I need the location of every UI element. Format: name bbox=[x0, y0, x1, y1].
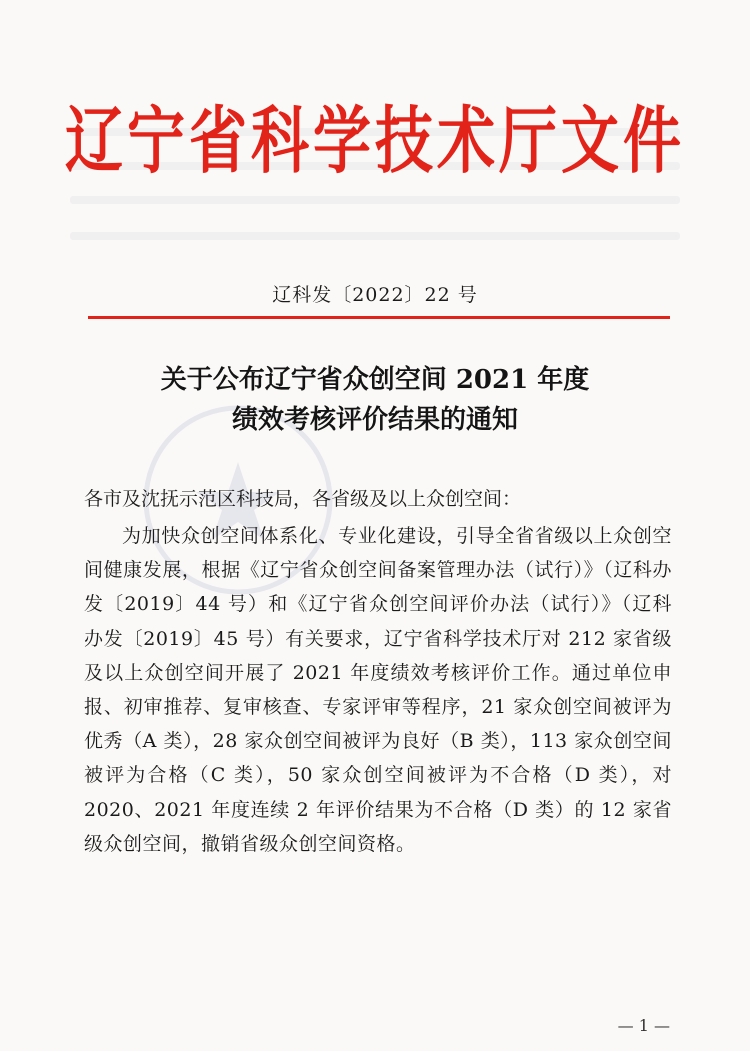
header-divider bbox=[88, 316, 670, 319]
bleed-through-line bbox=[70, 232, 680, 240]
bleed-through-line bbox=[70, 196, 680, 204]
document-number: 辽科发〔2022〕22 号 bbox=[272, 284, 478, 306]
page-number: — 1 — bbox=[617, 1016, 670, 1035]
body-paragraph: 为加快众创空间体系化、专业化建设，引导全省省级以上众创空间健康发展，根据《辽宁省众创空间备案管理办法（试行）》（辽科办发〔2019〕44 号）和《辽宁省众创空间评价办法（试行）》（辽科办发〔2019〕45 号）有关要求，辽宁省科学技术厅对 212 家省级及以上众创空间开展了 2021 年度绩效考核评价工作。通过单位申报、初审推荐、复审核查、专家评审等程序，21 家众创空间被评为优秀（A 类），28 家众创空间被评为良好（B 类），113 家众创空间被评为合格（C 类），50 家众创空间被评为不合格（D 类），对 2020、2021 年度连续 2 年评价结果为不合格（D 类）的 12 家省级众创空间，撤销省级众创空间资格。 bbox=[84, 525, 672, 855]
notice-title-line: 关于公布辽宁省众创空间 2021 年度 bbox=[160, 365, 590, 395]
notice-title bbox=[0, 360, 750, 440]
salutation: 各市及沈抚示范区科技局，各省级及以上众创空间： bbox=[84, 488, 522, 510]
notice-title-line: 绩效考核评价结果的通知 bbox=[231, 405, 518, 435]
document-header-title: 辽宁省科学技术厅文件 bbox=[64, 98, 685, 184]
